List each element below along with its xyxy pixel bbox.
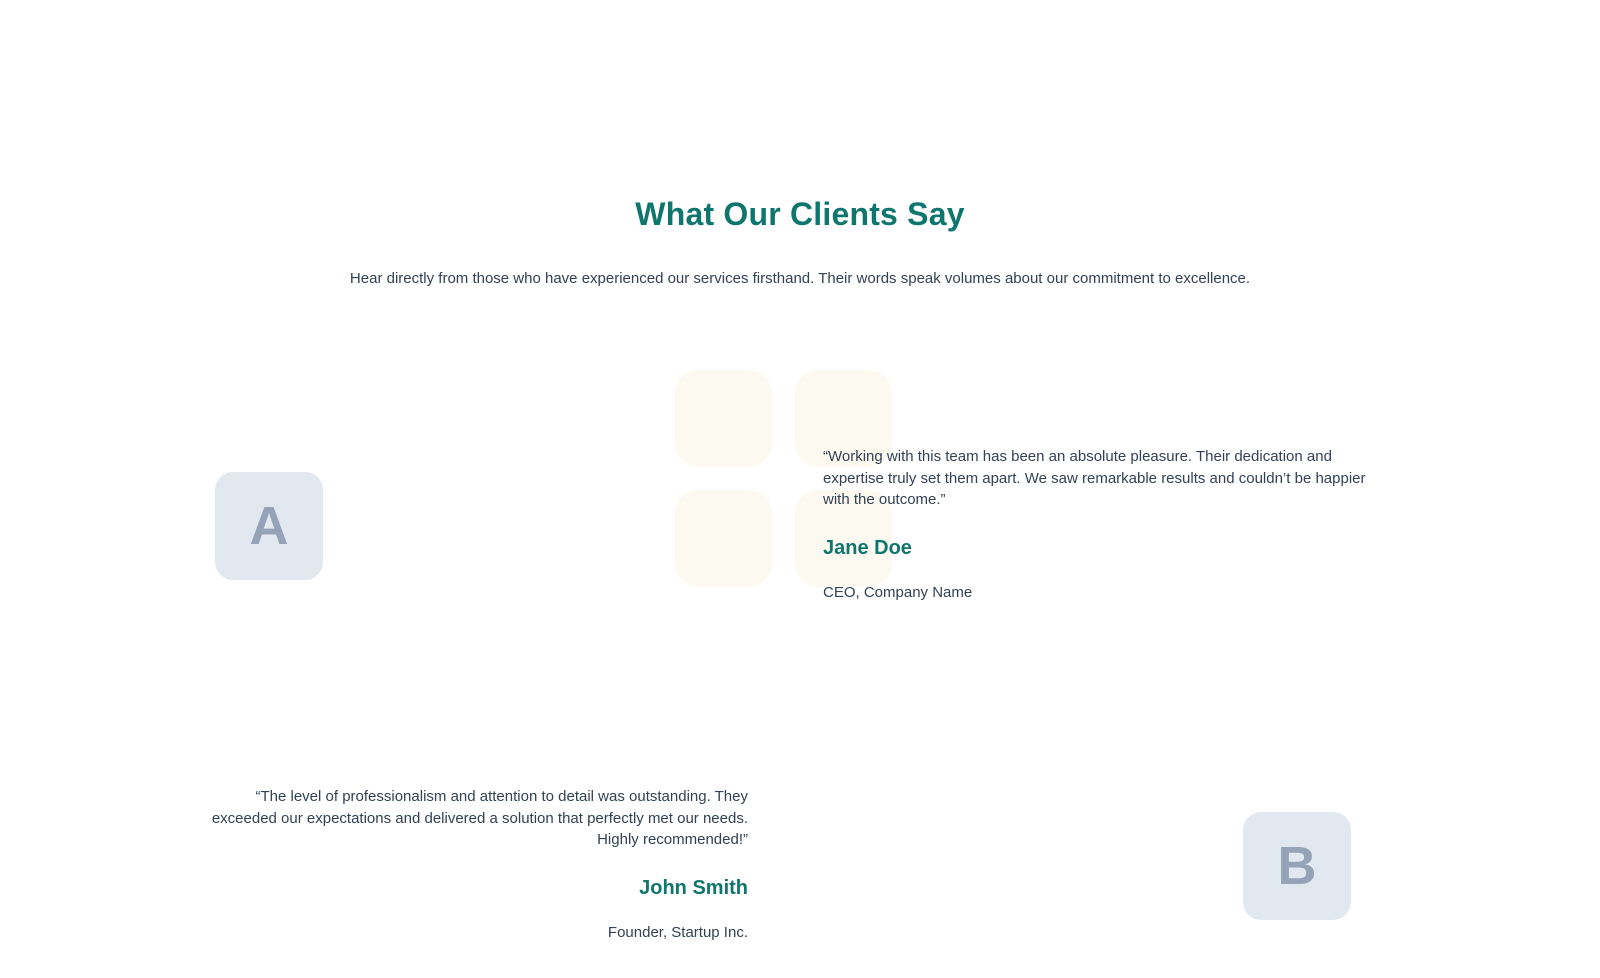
testimonial-john-smith: [193, 786, 748, 940]
decor-square: [675, 370, 772, 467]
testimonial-jane-doe: [823, 446, 1378, 600]
client-name: Jane Doe: [823, 536, 912, 559]
decor-square: [675, 490, 772, 587]
section-subtitle: Hear directly from those who have experienced our services firsthand. Their words speak volumes about our commitment to excellence.: [349, 270, 1251, 287]
client-role: CEO, Company Name: [823, 583, 973, 601]
avatar-john-smith: [1243, 812, 1351, 920]
section-title: What Our Clients Say: [635, 196, 965, 232]
client-name: John Smith: [639, 876, 748, 899]
avatar-letter: B: [1277, 836, 1317, 896]
client-role: Founder, Startup Inc.: [607, 923, 748, 941]
testimonial-quote: “Working with this team has been an absolute pleasure. Their dedication and expertise truly set them apart. We saw remarkable results and couldn’t be happier with the outcome.”: [823, 448, 1366, 508]
avatar-letter: A: [249, 496, 289, 556]
avatar-jane-doe: [215, 472, 323, 580]
testimonial-quote: “The level of professionalism and attention to detail was outstanding. They exceeded our expectations and delivered a solution that perfectly met our needs. Highly recommended!”: [211, 788, 748, 848]
